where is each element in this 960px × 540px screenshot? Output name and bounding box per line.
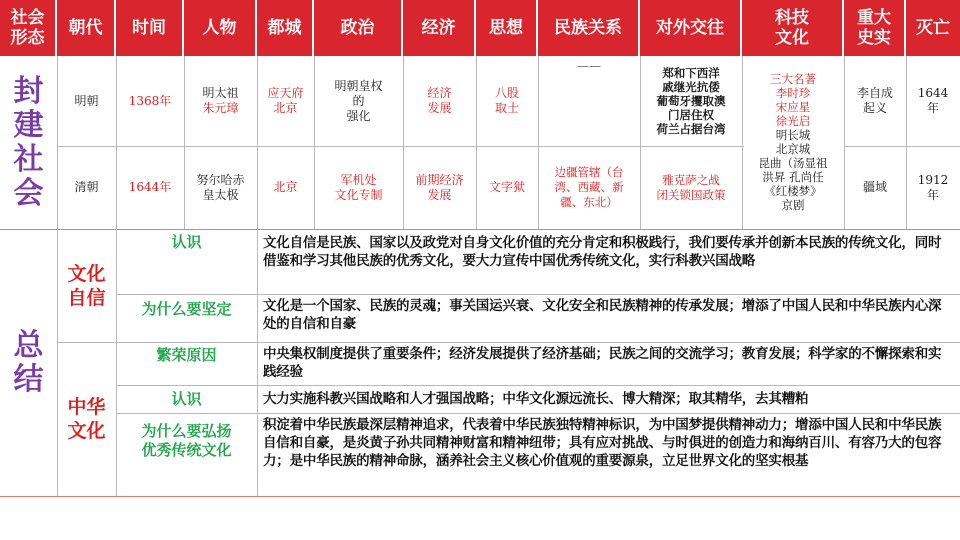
ming-ethnic bbox=[538, 56, 640, 76]
header-politics bbox=[314, 0, 403, 56]
ming-dynasty bbox=[57, 56, 116, 146]
header-fall-text: 灭亡 bbox=[916, 18, 950, 38]
ming-events-text: 李自成 起义 bbox=[856, 86, 893, 115]
ming-politics-text: 明朝皇权 的 强化 bbox=[334, 78, 383, 123]
chinese-culture-category bbox=[57, 342, 116, 496]
section-divider bbox=[0, 496, 960, 497]
header-fall bbox=[906, 0, 960, 56]
header-ethnic-text: 民族关系 bbox=[554, 18, 622, 38]
qing-dynasty bbox=[57, 146, 116, 229]
header-foreign bbox=[640, 0, 742, 56]
header-events-text: 重大 史实 bbox=[857, 8, 891, 48]
ming-ethnic-text: —— bbox=[577, 58, 601, 73]
header-capital-text: 都城 bbox=[267, 18, 302, 38]
qing-economy-text: 前期经济 发展 bbox=[415, 172, 464, 202]
qing-capital bbox=[257, 146, 314, 229]
summary-row-2-label-text: 为什么要坚定 bbox=[141, 299, 232, 318]
header-thought bbox=[476, 0, 538, 56]
header-person-text: 人物 bbox=[202, 18, 237, 38]
summary-row-4-label bbox=[116, 385, 257, 413]
qing-capital-text: 北京 bbox=[273, 180, 298, 194]
ming-time-text: 1368年 bbox=[128, 93, 172, 108]
header-time-text: 时间 bbox=[132, 18, 166, 38]
header-society-form-text: 社会 形态 bbox=[10, 8, 45, 48]
header-time bbox=[116, 0, 184, 56]
ming-capital bbox=[257, 56, 314, 146]
header-politics-text: 政治 bbox=[340, 18, 375, 38]
ming-fall bbox=[906, 56, 960, 146]
qing-foreign bbox=[640, 146, 742, 229]
ming-time bbox=[116, 56, 184, 146]
header-events bbox=[844, 0, 906, 56]
qing-thought bbox=[476, 146, 538, 229]
science-black-text: 明长城 北京城 昆曲（汤显祖 洪昇 孔尚任 《红楼梦》 京剧 bbox=[758, 128, 828, 212]
header-society-form bbox=[0, 0, 57, 56]
science-culture bbox=[742, 58, 844, 226]
header-dynasty-text: 朝代 bbox=[68, 18, 103, 38]
summary-row-1-label bbox=[116, 229, 257, 255]
qing-ethnic-text: 边疆管辖（台 湾、西藏、新 疆、东北） bbox=[554, 165, 624, 209]
summary-text: 总 结 bbox=[13, 327, 44, 397]
science-red-text: 三大名著 李时珍 宋应星 徐光启 bbox=[770, 72, 816, 128]
summary-row-5-label bbox=[116, 413, 257, 469]
ming-economy-text: 经济 发展 bbox=[427, 86, 452, 115]
grid-line bbox=[257, 229, 258, 496]
ming-thought-text: 八股 取士 bbox=[494, 86, 519, 115]
header-science-text: 科技 文化 bbox=[775, 8, 809, 48]
ming-thought bbox=[476, 56, 538, 146]
cultural-confidence-text: 文化 自信 bbox=[67, 262, 106, 309]
header-person bbox=[184, 0, 257, 56]
qing-dynasty-text: 清朝 bbox=[74, 180, 99, 194]
qing-time-text: 1644年 bbox=[128, 180, 172, 194]
summary-row-4-text: 大力实施科教兴国战略和人才强国战略；中华文化源远流长、博大精深；取其精华，去其糟粕 bbox=[263, 391, 809, 407]
ming-foreign bbox=[640, 56, 742, 146]
qing-person-text: 努尔哈赤 皇太极 bbox=[196, 172, 245, 202]
ming-person-a: 明太祖 bbox=[202, 86, 239, 100]
qing-politics-text: 军机处 文化专制 bbox=[334, 172, 383, 202]
qing-time bbox=[116, 146, 184, 229]
summary-label bbox=[0, 240, 57, 485]
header-economy-text: 经济 bbox=[421, 18, 456, 38]
qing-fall-text: 1912 年 bbox=[917, 172, 949, 202]
ming-capital-text: 应天府 北京 bbox=[267, 86, 304, 115]
cultural-confidence-category bbox=[57, 229, 116, 342]
header-capital bbox=[257, 0, 314, 56]
summary-row-3-text: 中央集权制度提供了重要条件；经济发展提供了经济基础；民族之间的交流学习；教育发展；科学家的不懈探索和实践经验 bbox=[263, 346, 942, 380]
header-dynasty bbox=[57, 0, 116, 56]
header-ethnic bbox=[538, 0, 640, 56]
header-foreign-text: 对外交往 bbox=[656, 18, 724, 38]
ming-person bbox=[184, 56, 257, 146]
qing-events-text: 疆域 bbox=[862, 180, 887, 194]
qing-ethnic bbox=[538, 146, 640, 229]
qing-thought-text: 文字狱 bbox=[488, 180, 525, 194]
summary-row-4-label-text: 认识 bbox=[171, 389, 202, 408]
ming-foreign-text: 郑和下西洋 戚继光抗倭 葡萄牙攫取澳 门居住权 荷兰占据台湾 bbox=[656, 66, 726, 136]
qing-fall bbox=[906, 146, 960, 229]
ming-dynasty-text: 明朝 bbox=[74, 93, 99, 108]
header-science bbox=[742, 0, 844, 56]
qing-foreign-text: 雅克萨之战 闭关锁国政策 bbox=[656, 172, 726, 202]
summary-row-2-text: 文化是一个国家、民族的灵魂；事关国运兴衰、文化安全和民族精神的传承发展；增添了中国人民和中华民族内心深处的自信和自豪 bbox=[263, 298, 942, 332]
qing-politics bbox=[314, 146, 403, 229]
summary-row-2-label bbox=[116, 294, 257, 324]
qing-events bbox=[844, 146, 906, 229]
qing-economy bbox=[403, 146, 476, 229]
ming-economy bbox=[403, 56, 476, 146]
chinese-culture-text: 中华 文化 bbox=[67, 396, 106, 442]
feudal-society-text: 封 建 社 会 bbox=[13, 74, 44, 211]
header-economy bbox=[403, 0, 476, 56]
qing-person bbox=[184, 146, 257, 229]
ming-person-b: 朱元璋 bbox=[202, 101, 239, 115]
summary-row-1-text: 文化自信是民族、国家以及政党对自身文化价值的充分肯定和积极践行，我们要传承并创新本民族的传统文化，同时借鉴和学习其他民族的优秀文化，要大力宣传中国优秀传统文化，实行科教兴国战略 bbox=[263, 235, 942, 269]
summary-row-3-label-text: 繁荣原因 bbox=[156, 345, 217, 364]
header-thought-text: 思想 bbox=[489, 18, 523, 38]
summary-row-1-label-text: 认识 bbox=[171, 232, 202, 251]
ming-events bbox=[844, 56, 906, 146]
summary-row-5-label-text: 为什么要弘扬 优秀传统文化 bbox=[141, 422, 232, 459]
summary-row-3-label bbox=[116, 342, 257, 368]
summary-row-5-text: 积淀着中华民族最深层精神追求，代表着中华民族独特精神标识，为中国梦提供精神动力；增添中国人民和中华民族自信和自豪，是炎黄子孙共同精神财富和精神纽带；具有应对挑战、与时俱进的创造力和海纳百川、有容乃大的包容力；是中华民族的精神命脉，涵养社会主义核心价值观的重要源泉，立足世界文化的坚实根基 bbox=[263, 417, 942, 469]
ming-politics bbox=[314, 56, 403, 146]
ming-fall-text: 1644 年 bbox=[917, 86, 949, 115]
feudal-society-label bbox=[0, 60, 57, 226]
